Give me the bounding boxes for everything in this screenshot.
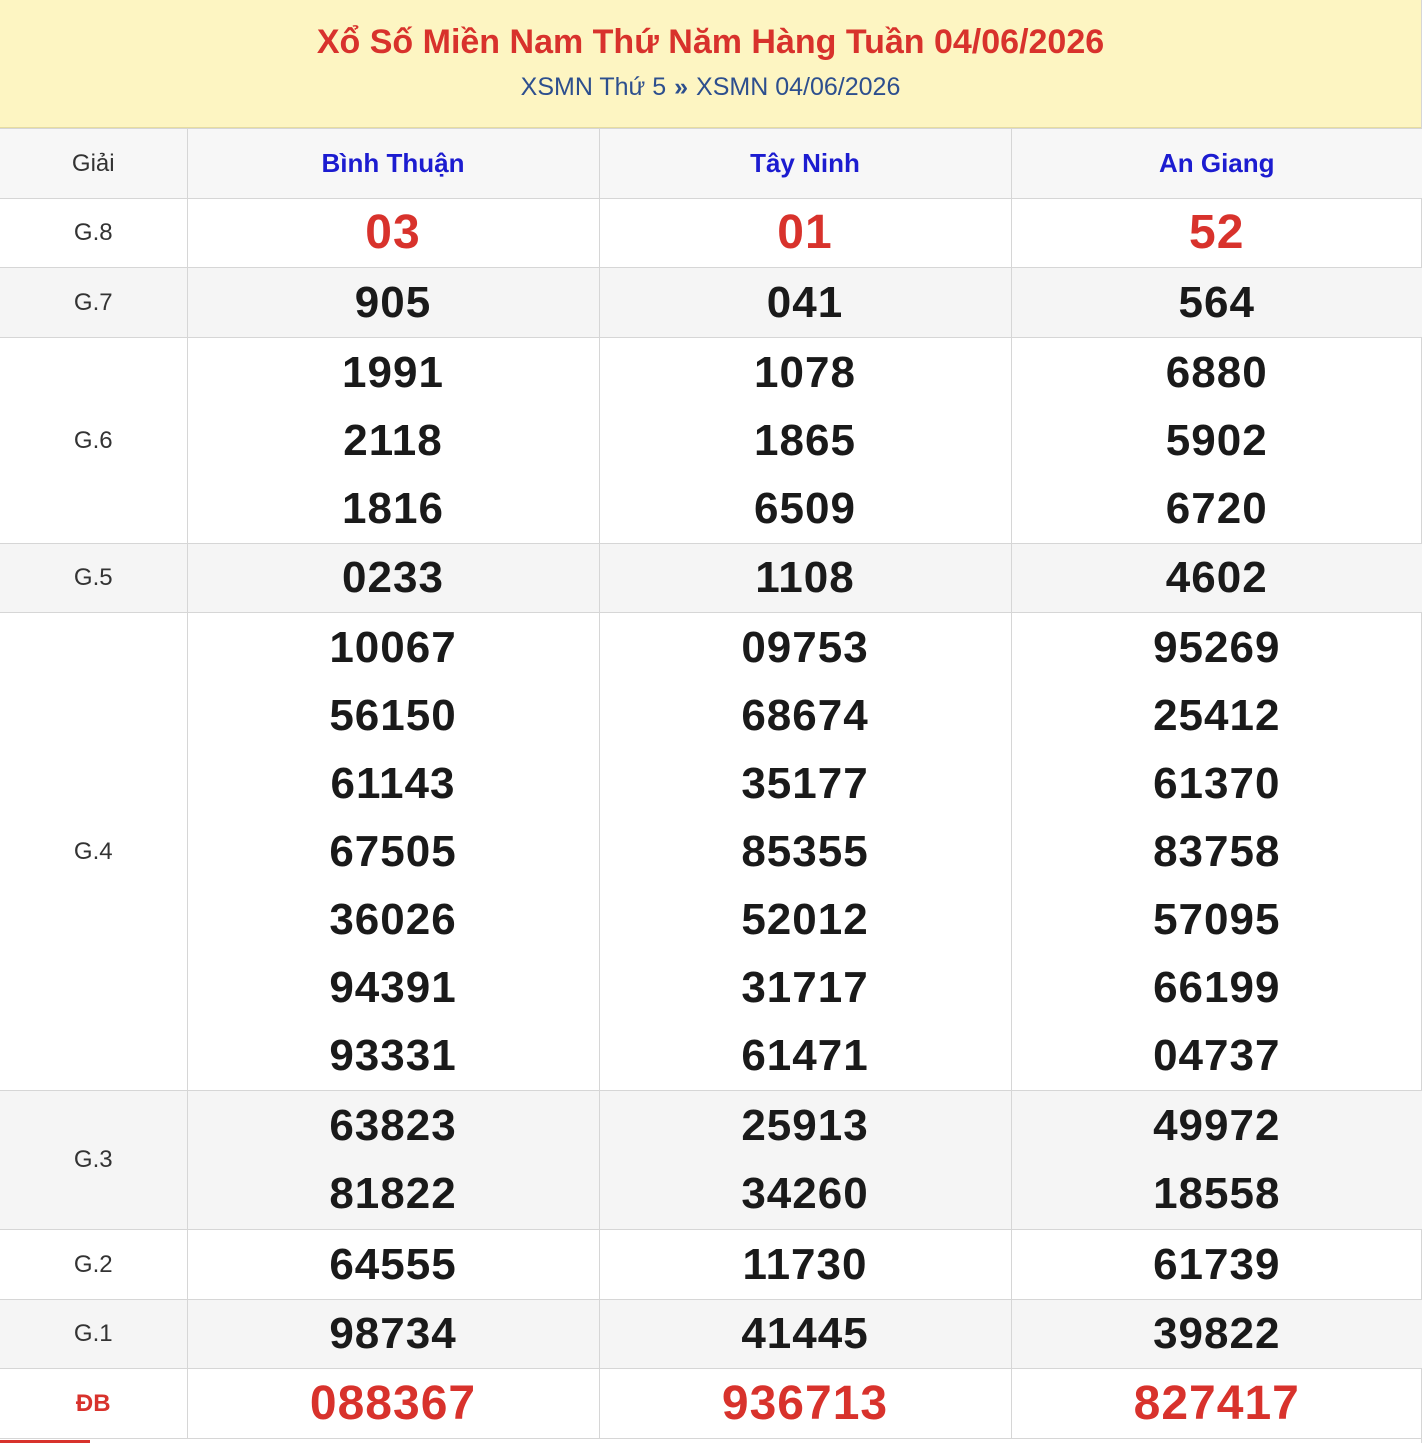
result-number: 6880 <box>1165 347 1268 397</box>
result-number: 63823 <box>329 1101 457 1150</box>
result-number: 95269 <box>1153 622 1281 672</box>
result-number: 04737 <box>1153 1030 1281 1080</box>
prize-cell <box>187 199 599 268</box>
province-header-an-giang[interactable]: An Giang <box>1011 129 1422 199</box>
result-number: 6720 <box>1165 483 1268 533</box>
results-table <box>0 128 1422 1439</box>
prize-label: G.5 <box>0 544 187 613</box>
result-number: 09753 <box>741 622 869 672</box>
result-number: 93331 <box>329 1030 457 1080</box>
prize-row-g7 <box>0 268 1422 338</box>
result-number: 827417 <box>1133 1376 1300 1430</box>
result-number: 4602 <box>1165 553 1268 602</box>
result-number: 1078 <box>754 347 856 397</box>
prize-cell <box>599 1300 1011 1369</box>
prize-cell <box>599 338 1011 544</box>
result-number: 041 <box>766 277 844 327</box>
prize-row-g6 <box>0 338 1422 544</box>
prize-cell <box>187 338 599 544</box>
prize-row-g2 <box>0 1230 1422 1300</box>
table-header-row <box>0 129 1422 199</box>
prize-label: ĐB <box>0 1369 187 1439</box>
result-number: 56150 <box>329 690 457 740</box>
results-header <box>0 0 1421 128</box>
prize-row-g1 <box>0 1300 1422 1369</box>
province-header-tay-ninh[interactable]: Tây Ninh <box>599 129 1011 199</box>
breadcrumb-link-thu5[interactable]: XSMN Thứ 5 <box>520 73 667 101</box>
prize-row-g5 <box>0 544 1422 613</box>
prize-cell <box>599 613 1011 1091</box>
result-number: 1991 <box>342 347 444 397</box>
result-number: 34260 <box>741 1169 869 1218</box>
result-number: 5902 <box>1165 415 1268 465</box>
result-number: 36026 <box>329 894 457 944</box>
result-number: 1108 <box>755 553 855 602</box>
result-number: 905 <box>354 277 432 327</box>
result-number: 81822 <box>329 1169 457 1218</box>
result-number: 57095 <box>1153 894 1281 944</box>
result-number: 61143 <box>330 758 456 808</box>
result-number: 52012 <box>741 894 869 944</box>
prize-cell <box>1011 544 1422 613</box>
prize-cell <box>187 1300 599 1369</box>
result-number: 68674 <box>741 690 869 740</box>
prize-label: G.8 <box>0 199 187 268</box>
result-number: 66199 <box>1153 962 1281 1012</box>
prize-cell <box>1011 338 1422 544</box>
result-number: 67505 <box>329 826 457 876</box>
result-number: 98734 <box>329 1309 457 1358</box>
prize-label: G.6 <box>0 338 187 544</box>
prize-cell <box>1011 613 1422 1091</box>
prize-cell <box>187 1369 599 1439</box>
prize-label: G.7 <box>0 268 187 338</box>
result-number: 088367 <box>309 1376 477 1430</box>
result-number: 03 <box>365 206 421 259</box>
result-number: 41445 <box>741 1309 869 1358</box>
result-number: 39822 <box>1153 1309 1281 1358</box>
result-number: 936713 <box>721 1376 889 1430</box>
prize-cell <box>599 544 1011 613</box>
column-header-prize: Giải <box>0 129 187 199</box>
result-number: 61370 <box>1153 758 1281 808</box>
prize-row-g4 <box>0 613 1422 1091</box>
prize-cell <box>599 1230 1011 1300</box>
prize-label: G.1 <box>0 1300 187 1369</box>
prize-cell <box>187 613 599 1091</box>
prize-cell <box>1011 199 1422 268</box>
prize-cell <box>187 268 599 338</box>
prize-cell <box>1011 1091 1422 1230</box>
prize-cell <box>599 199 1011 268</box>
prize-cell <box>1011 1369 1422 1439</box>
prize-cell <box>1011 1300 1422 1369</box>
result-number: 25412 <box>1153 690 1281 740</box>
prize-cell <box>599 268 1011 338</box>
result-number: 1865 <box>754 415 856 465</box>
breadcrumb <box>0 72 1421 102</box>
result-number: 83758 <box>1153 826 1281 876</box>
result-number: 61739 <box>1153 1239 1281 1289</box>
result-number: 85355 <box>741 826 869 876</box>
result-number: 35177 <box>741 758 869 808</box>
result-number: 52 <box>1189 206 1245 259</box>
prize-cell <box>599 1369 1011 1439</box>
prize-cell <box>1011 1230 1422 1300</box>
prize-label: G.3 <box>0 1091 187 1230</box>
result-number: 11730 <box>742 1239 868 1289</box>
result-number: 25913 <box>741 1101 869 1150</box>
result-number: 49972 <box>1153 1101 1281 1150</box>
prize-label: G.4 <box>0 613 187 1091</box>
prize-cell <box>599 1091 1011 1230</box>
result-number: 564 <box>1178 277 1255 327</box>
prize-label: G.2 <box>0 1230 187 1300</box>
prize-row-g8 <box>0 199 1422 268</box>
result-number: 01 <box>777 206 833 259</box>
result-number: 2118 <box>343 415 443 465</box>
result-number: 61471 <box>741 1030 869 1080</box>
province-header-binh-thuan[interactable]: Bình Thuận <box>187 129 599 199</box>
result-number: 0233 <box>342 553 444 602</box>
prize-row-g3 <box>0 1091 1422 1230</box>
result-number: 31717 <box>741 962 869 1012</box>
result-number: 94391 <box>329 962 457 1012</box>
result-number: 64555 <box>329 1239 457 1289</box>
page-title: Xổ Số Miền Nam Thứ Năm Hàng Tuần 04/06/2026 <box>316 23 1105 61</box>
result-number: 18558 <box>1153 1169 1281 1218</box>
prize-cell <box>1011 268 1422 338</box>
prize-cell <box>187 544 599 613</box>
result-number: 10067 <box>329 622 457 672</box>
prize-cell <box>187 1230 599 1300</box>
result-number: 6509 <box>754 483 856 533</box>
prize-cell <box>187 1091 599 1230</box>
breadcrumb-link-date[interactable]: XSMN 04/06/2026 <box>696 73 901 101</box>
prize-row-db <box>0 1369 1422 1439</box>
breadcrumb-separator: » <box>674 73 689 101</box>
result-number: 1816 <box>342 483 444 533</box>
